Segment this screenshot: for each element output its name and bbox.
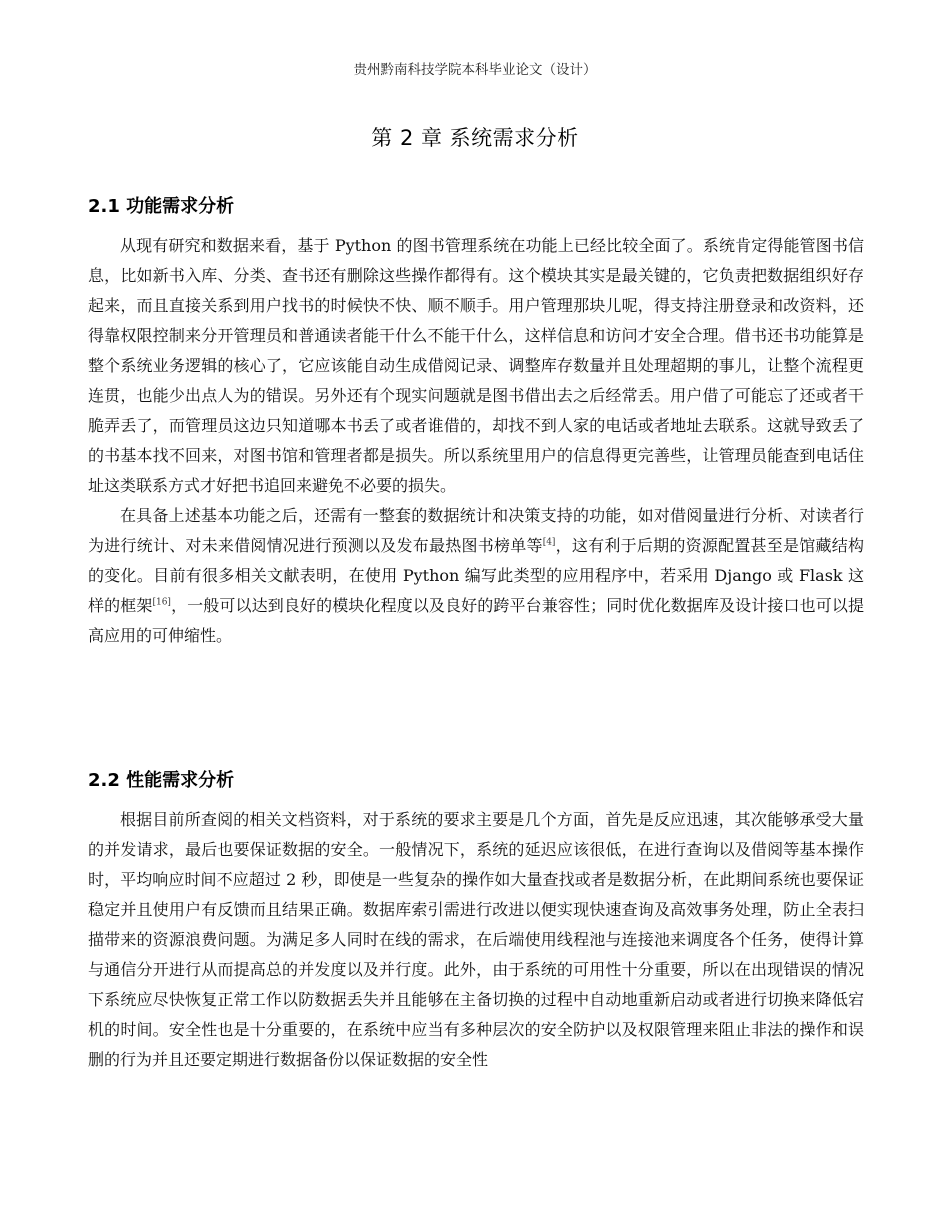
paragraph: 根据目前所查阅的相关文档资料，对于系统的要求主要是几个方面，首先是反应迅速，其次能够承受大量的并发请求，最后也要保证数据的安全。一般情况下，系统的延迟应该很低，在进行查询以及借阅等基本操作时，平均响应时间不应超过 2 秒，即使是一些复杂的操作如大量查找或者是数据分析，在此期间系统也要保证稳定并且使用户有反馈而且结果正确。数据库索引需进行改进以便实现快速查询及高效事务处理，防止全表扫描带来的资源浪费问题。为满足多人同时在线的需求，在后端使用线程池与连接池来调度各个任务，使得计算与通信分开进行从而提高总的并发度以及并行度。此外，由于系统的可用性十分重要，所以在出现错误的情况下系统应尽快恢复正常工作以防数据丢失并且能够在主备切换的过程中自动地重新启动或者进行切换来降低宕机的时间。安全性也是十分重要的，在系统中应当有多种层次的安全防护以及权限管理来阻止非法的操作和误删的行为并且还要定期进行数据备份以保证数据的安全性: [88, 810, 864, 1069]
paragraph-text: ，这有利于后期的资源配置甚至是馆藏结构的变化。目前有很多相关文献表明，在使用 Python 编写此类型的应用程序中，若采用 Django 或 Flask 这样的框架: [88, 536, 864, 615]
paragraph: 从现有研究和数据来看，基于 Python 的图书管理系统在功能上已经比较全面了。系统肯定得能管图书信息，比如新书入库、分类、查书还有删除这些操作都得有。这个模块其实是最关键的，它负责把数据组织好存起来，而且直接关系到用户找书的时候快不快、顺不顺手。用户管理那块儿呢，得支持注册登录和改资料，还得靠权限控制来分开管理员和普通读者能干什么不能干什么，这样信息和访问才安全合理。借书还书功能算是整个系统业务逻辑的核心了，它应该能自动生成借阅记录、调整库存数量并且处理超期的事儿，让整个流程更连贯，也能少出点人为的错误。另外还有个现实问题就是图书借出去之后经常丢。用户借了可能忘了还或者干脆弄丢了，而管理员这边只知道哪本书丢了或者谁借的，却找不到人家的电话或者地址去联系。这就导致丢了的书基本找不回来，对图书馆和管理者都是损失。所以系统里用户的信息得更完善些，让管理员能查到电话住址这类联系方式才好把书追回来避免不必要的损失。: [88, 236, 864, 495]
citation-ref: [16]: [152, 597, 171, 608]
paragraph-text: ，一般可以达到良好的模块化程度以及良好的跨平台兼容性；同时优化数据库及设计接口也可以提高应用的可伸缩性。: [88, 596, 864, 645]
section-body-2-2: [88, 805, 864, 1075]
section-body-2-1: [88, 231, 864, 651]
running-header: 贵州黔南科技学院本科毕业论文（设计）: [353, 62, 597, 78]
section-heading-2-2: 2.2 性能需求分析: [88, 770, 235, 791]
paragraph-text: 在具备上述基本功能之后，还需有一整套的数据统计和决策支持的功能，如对借阅量进行分析、对读者行为进行统计、对未来借阅情况进行预测以及发布最热图书榜单等: [88, 506, 864, 555]
paragraph: [88, 501, 864, 651]
section-heading-2-1: 2.1 功能需求分析: [88, 196, 235, 217]
citation-ref: [4]: [542, 537, 556, 548]
chapter-title: 第 2 章 系统需求分析: [371, 126, 579, 150]
